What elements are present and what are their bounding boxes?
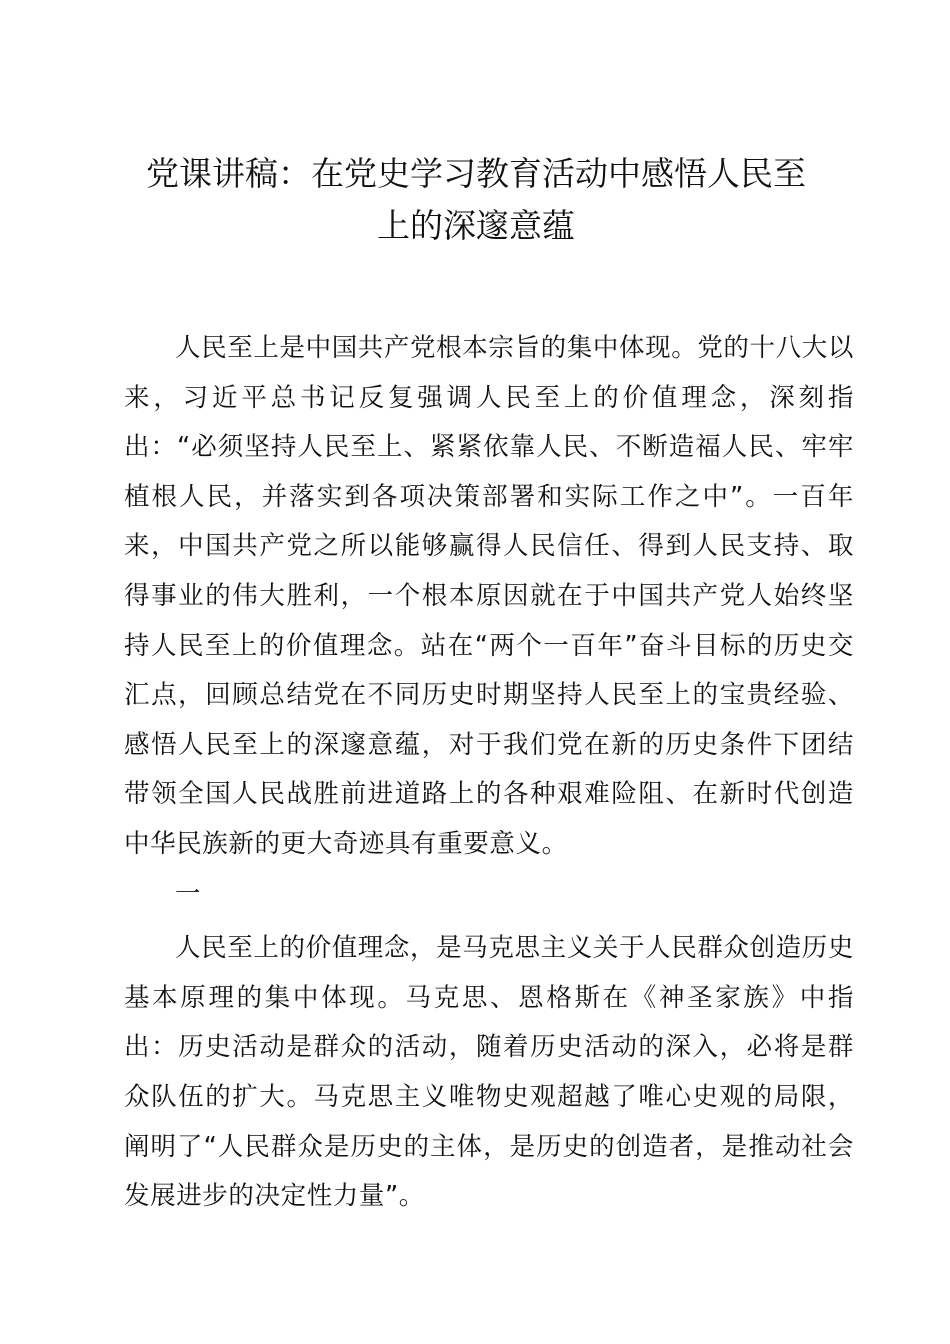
section-one-paragraph: 人民至上的价值理念，是马克思主义关于人民群众创造历史基本原理的集中体现。马克思、恩格斯在《神圣家族》中指出：历史活动是群众的活动，随着历史活动的深入，必将是群众队伍的扩大。马克思主义唯物史观超越了唯心史观的局限，阐明了“人民群众是历史的主体，是历史的创造者，是推动社会发展进步的决定性力量”。 [124,933,854,1212]
title-line-1: 党课讲稿：在党史学习教育活动中感悟人民至 [146,154,806,193]
document-body [124,324,854,1222]
document-title [120,148,832,252]
intro-paragraph: 人民至上是中国共产党根本宗旨的集中体现。党的十八大以来，习近平总书记反复强调人民至上的价值理念，深刻指出：“必须坚持人民至上、紧紧依靠人民、不断造福人民、牢牢植根人民，并落实到各项决策部署和实际工作之中”。一百年来，中国共产党之所以能够赢得人民信任、得到人民支持、取得事业的伟大胜利，一个根本原因就在于中国共产党人始终坚持人民至上的价值理念。站在“两个一百年”奋斗目标的历史交汇点，回顾总结党在不同历史时期坚持人民至上的宝贵经验、感悟人民至上的深邃意蕴，对于我们党在新的历史条件下团结带领全国人民战胜前进道路上的各种艰难险阻、在新时代创造中华民族新的更大奇迹具有重要意义。 [124,333,854,859]
title-line-2: 上的深邃意蕴 [377,206,575,245]
section-number: 一 [175,878,201,909]
